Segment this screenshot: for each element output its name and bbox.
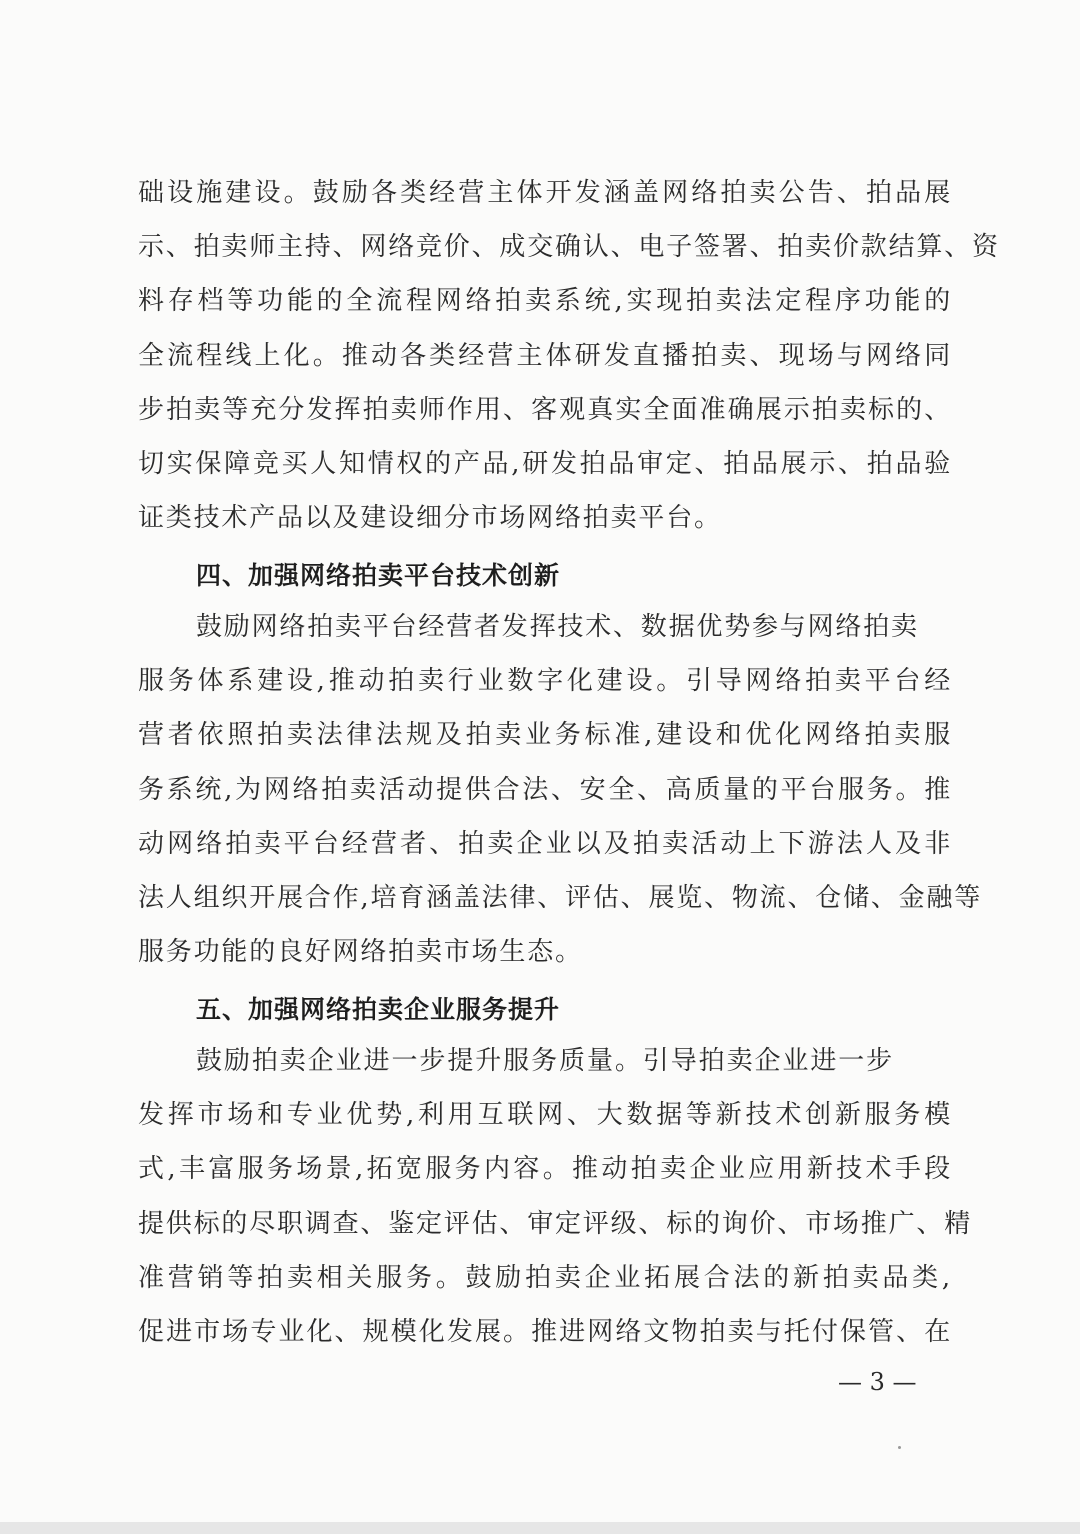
text-line: 服务体系建设,推动拍卖行业数字化建设。引导网络拍卖平台经 <box>138 666 952 697</box>
scan-speck <box>898 1446 901 1449</box>
text-line: 示、拍卖师主持、网络竞价、成交确认、电子签署、拍卖价款结算、资 <box>138 232 1000 263</box>
text-line: 营者依照拍卖法律法规及拍卖业务标准,建设和优化网络拍卖服 <box>138 720 952 751</box>
paragraph-platform-innovation <box>138 600 983 979</box>
text-line: 服务功能的良好网络拍卖市场生态。 <box>138 937 583 968</box>
section-heading-4: 四、加强网络拍卖平台技术创新 <box>196 561 561 590</box>
text-line: 料存档等功能的全流程网络拍卖系统,实现拍卖法定程序功能的 <box>138 286 952 317</box>
text-line: 准营销等拍卖相关服务。鼓励拍卖企业拓展合法的新拍卖品类, <box>138 1262 952 1293</box>
paragraph-enterprise-service <box>138 1034 973 1359</box>
text-line: 鼓励拍卖企业进一步提升服务质量。引导拍卖企业进一步 <box>196 1046 894 1076</box>
text-line: 步拍卖等充分发挥拍卖师作用、客观真实全面准确展示拍卖标的、 <box>138 394 952 425</box>
paragraph-infrastructure <box>138 166 1000 545</box>
text-line: 促进市场专业化、规模化发展。推进网络文物拍卖与托付保管、在 <box>138 1316 952 1347</box>
scan-bottom-edge <box>0 1522 1080 1534</box>
text-line: 础设施建设。鼓励各类经营主体开发涵盖网络拍卖公告、拍品展 <box>138 178 952 208</box>
text-line: 务系统,为网络拍卖活动提供合法、安全、高质量的平台服务。推 <box>138 774 952 805</box>
text-line: 全流程线上化。推动各类经营主体研发直播拍卖、现场与网络同 <box>138 340 952 371</box>
section-heading-5: 五、加强网络拍卖企业服务提升 <box>196 995 561 1024</box>
text-line: 发挥市场和专业优势,利用互联网、大数据等新技术创新服务模 <box>138 1100 952 1131</box>
text-line: 证类技术产品以及建设细分市场网络拍卖平台。 <box>138 503 722 534</box>
text-line: 式,丰富服务场景,拓宽服务内容。推动拍卖企业应用新技术手段 <box>138 1154 952 1185</box>
page-number: — 3 — <box>838 1368 917 1396</box>
text-line: 法人组织开展合作,培育涵盖法律、评估、展览、物流、仓储、金融等 <box>138 882 983 913</box>
text-line: 切实保障竞买人知情权的产品,研发拍品审定、拍品展示、拍品验 <box>138 448 952 479</box>
text-line: 鼓励网络拍卖平台经营者发挥技术、数据优势参与网络拍卖 <box>196 612 919 642</box>
text-line: 提供标的尽职调查、鉴定评估、审定评级、标的询价、市场推广、精 <box>138 1208 973 1239</box>
text-line: 动网络拍卖平台经营者、拍卖企业以及拍卖活动上下游法人及非 <box>138 828 952 859</box>
